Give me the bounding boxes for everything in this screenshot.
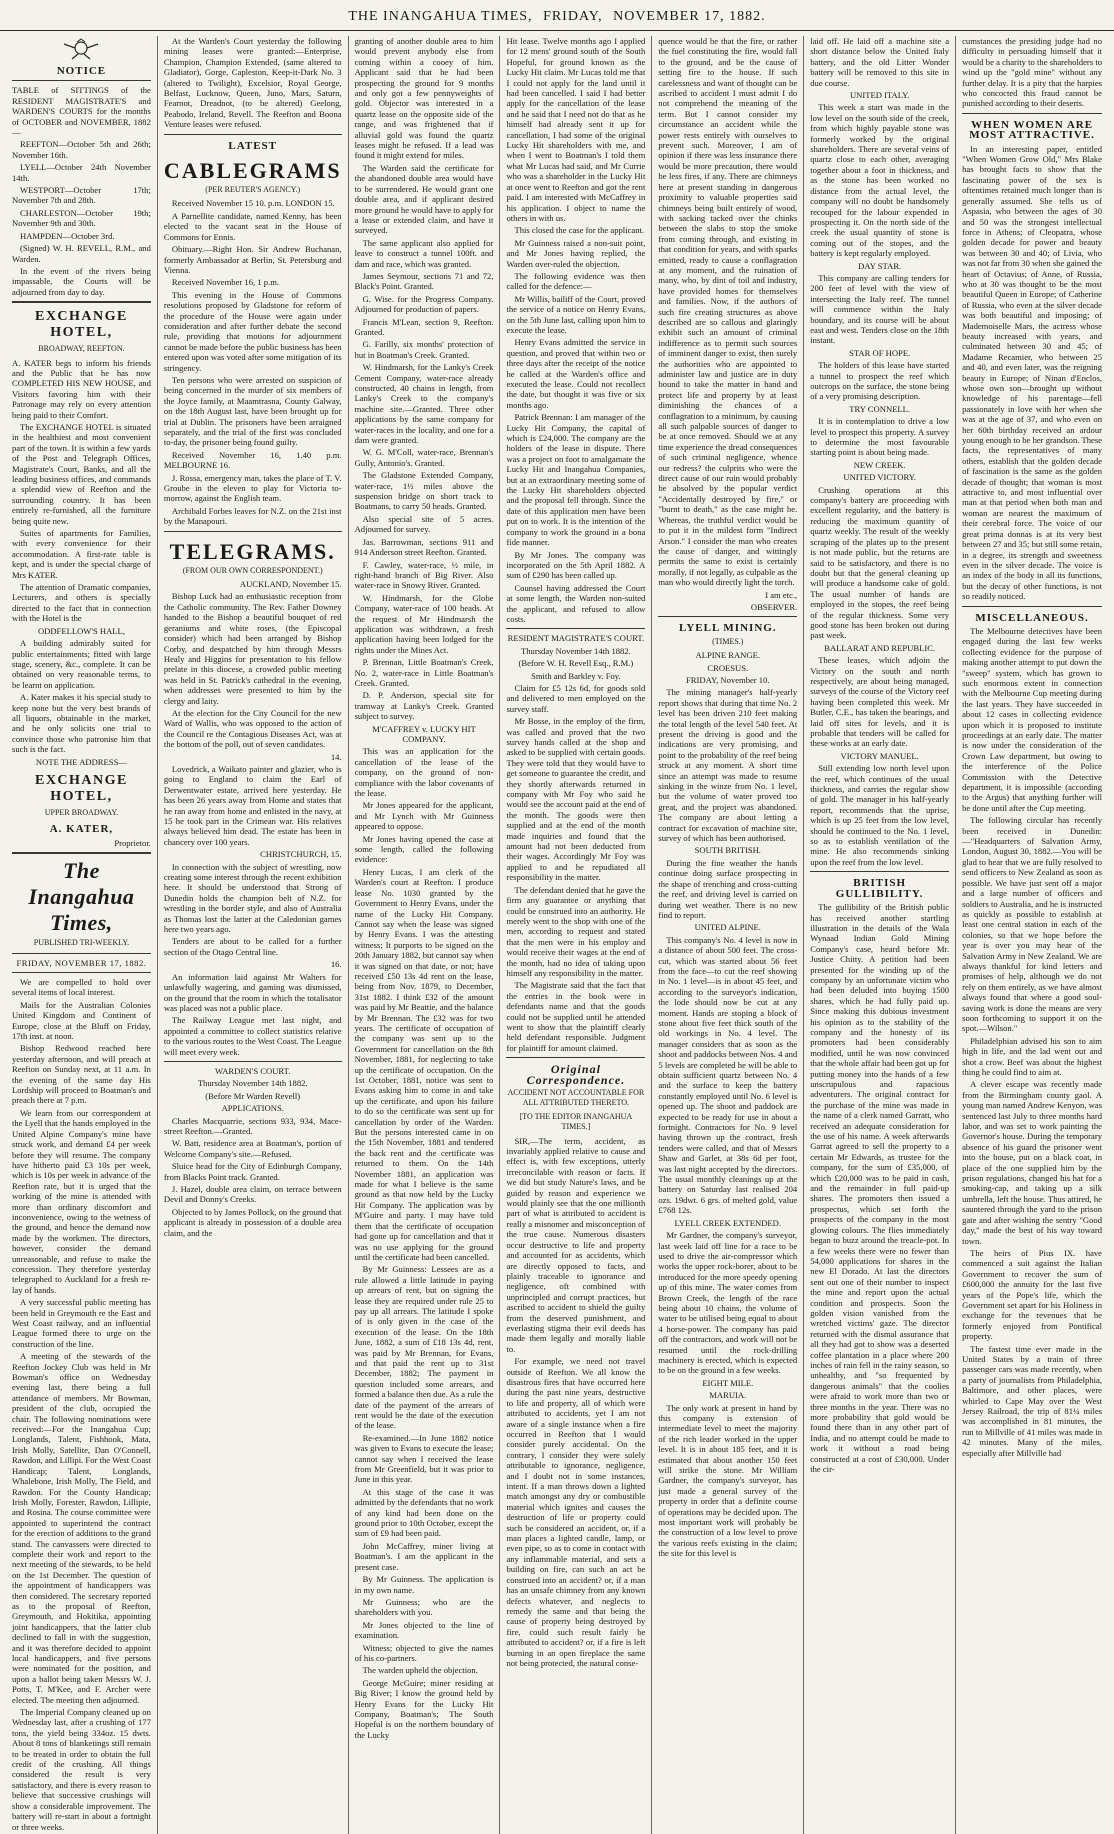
court-paragraph: G. Wise. for the Progress Company. Adjourned for production of papers.	[354, 293, 494, 315]
star-of-hope-heading: STAR OF HOPE.	[849, 347, 911, 358]
court-paragraph: W. G. M'Coll, water-race, Brennan's Gully, Antonio's. Granted.	[354, 447, 494, 468]
cable-paragraph: Ten persons who were arrested on suspicion of being concerned in the murder of six members of the Joyce family, at Maamtrasna, County Galway, on the 18th August last, have been brought up for trial at Dublin. The prisoners have been arraigned separately, and the trial of the first was concluded to-day, the prisoner being found guilty.	[163, 374, 342, 448]
divider	[962, 113, 1102, 114]
telegram-dateline: AUCKLAND, November 15.	[239, 579, 342, 590]
divider	[164, 531, 342, 532]
hotel-heading-2: EXCHANGE HOTEL,	[34, 772, 128, 804]
proprietor-role: Proprietor.	[114, 837, 151, 848]
rm-case-name: Smith and Barkley v. Foy.	[531, 670, 621, 681]
divider	[658, 616, 797, 617]
proprietor-name: A. KATER,	[49, 823, 114, 836]
cablegrams-agency: (PER REUTER'S AGENCY.)	[205, 185, 301, 195]
croesus-date: FRIDAY, November 10.	[686, 674, 770, 685]
news-paragraph: We are compelled to hold over several items of local interest.	[12, 977, 151, 998]
ballarat-heading: BALLARAT AND REPUBLIC.	[824, 642, 936, 653]
united-italy-heading: UNITED ITALY.	[849, 90, 910, 101]
address-note: NOTE THE ADDRESS—	[35, 756, 127, 767]
court-paragraph: John McCaffrey, miner living at Boatman's. I am the applicant in the present case.	[354, 1540, 494, 1572]
telegram-paragraph: Bishop Luck had an enthusiastic reception from the Catholic community. The Rev. Father Downey handed to the Bishop a beautiful bouquet of red geraniums and white roses, (the Episcopal consider) which had been arranged by Bishop Corby, and despatched by him through Messrs Healy and Higgins for presentation to his fellow prelate in this diocese, a crowded public meeting was held in St. Patrick's cathedral in the evening, when addresses were presented to him by the clergy and laity.	[163, 591, 342, 706]
cablegrams-heading: CABLEGRAMS	[163, 158, 342, 184]
hotel-heading: EXCHANGE HOTEL,	[34, 309, 128, 341]
lyell-mining-heading: LYELL MINING.	[679, 622, 777, 635]
court-paragraph: This was an application for the cancellation of the lease of the company, on the ground of non-compliance with the labor covenants of the lease.	[354, 746, 494, 799]
letter-author: OBSERVER.	[750, 601, 798, 612]
court-paragraph: The following evidence was then called for the defence:—	[506, 270, 646, 292]
court-paragraph: George McGuire; miner residing at Big River; I know the ground held by Henry Evans for the Lucky Hit Company, Boatman's; The South Hopeful is on the northern boundary of the Lucky	[354, 1677, 494, 1740]
letter-paragraph: quence would be that the fire, or rather the fuel constituting the fire, would fall to the ground, and be the cause of setting fire to the house. If such carelessness and want of thought can be ascribed to accident I must admit I do not comprehend the meaning of the term. But I cannot consider my circumstance an accident while the power rests entirely with ourselves to prevent such. Moreover, I am of opinion if there was less insurance there would be more precaution, there would be less fires, if any. There are chimneys here at present standing in dangerous proximity to valuable properties said chimneys being built entirely of wood, with sacking tacked over the chinks between the slabs to stop the smoke from coming through, and existing in that condition for years, and with sparks emitted, ready to cause a conflagration at any moment, and the ruination of many, who, by dint of toil and industry, have provided homes for themselves and families. Now, if the authors of such fire creating structures as above described are so callous and glaringly exhibit such an amount of criminal indifference as to permit such sources of imminent danger to exist, then surely the authorities who are appointed to administer law and justice are in duty bound to take the matter in hand and protect life and property by at least diminishing the chances of a conflagration to a minimum, by causing all such palpable sources of danger to be at once removed. Should we at any time experience the dread consequences of such criminal negligence, whence our redress? the culprits who were the direct cause of our ruin would probably be absolved by the popular verdict "Accidentally destroyed by fire," or "burnt to death," as the case might be. Whereas, the truthful verdict would be to put it in the mildest form "Indirect Arson." I consider the man who creates the cause of danger, and wittingly permits the same to exist is certainly morally, if not legally, as culpable as the man who would directly light the torch.	[658, 36, 798, 588]
day-star-heading: DAY STAR.	[858, 260, 902, 271]
letter-signoff: I am etc.,	[765, 589, 798, 600]
telegram-dateline: CHRISTCHURCH, 15.	[260, 849, 342, 860]
latest-heading: LATEST	[228, 139, 278, 152]
column-7	[956, 36, 1108, 1834]
letter-paragraph: SIR,—The term, accident, as invariably applied relative to cause and effect is, with few exceptions, utterly irreconcilable with reason or facts. If we did but study Nature's laws, and be guided by reason and experience we would plainly see that the one millionth part of what is attributed to accident is really a misnomer and misconception of the true cause. Numerous disasters occur destructive to life and property and accounted for as accidents, which are directly opposed to facts, and plainly traceable to ignorance and negligence, oft combined with unprincipled and corrupt practices, but ascribed to accident to shield the guilty from the deserved punishment, and everlasting stigma their evil deeds has made them legally and morally liable to.	[506, 1135, 646, 1354]
cable-paragraph: Archibald Forbes leaves for N.Z. on the 21st inst by the Manapouri.	[163, 505, 342, 527]
south-british-heading: SOUTH BRITISH.	[694, 845, 761, 856]
column-2	[158, 36, 349, 1834]
column-4	[500, 36, 652, 1834]
wardens-court-date: Thursday November 14th 1882.	[197, 1078, 308, 1089]
sitting-charleston: CHARLESTON—October 19th; November 9th and 30th.	[12, 207, 151, 229]
court-paragraph: The Warden said the certificate for the abandoned double area would have to be surrendered. He would grant one double area, and if applicant desired more ground he would have to apply for a lease or extended claim, and have it surveyed.	[354, 162, 494, 236]
telegrams-heading: TELEGRAMS.	[169, 538, 336, 564]
letter-paragraph: For example, we need not travel outside of Reefton. We all know the disastrous fires that have occurred here during the past nine years, destructive to life and property, all of which were attributed to accidents, yet I am not aware of a single instance when a fire occurred in Reefton that I would consider purely accidental. On the contrary, I consider they were solely attributable to ignorance, negligence, and I doubt not in some instances, intent. If a man throws down a lighted match amongst any dry or combustible material which ignites and causes the destruction of life or property could such be considered an accident, or, if a man places a lighted candle, lamp, or even pipe, so as to come in contact with any inflammable material, and sets a building on fire, can such an act be construed into an accident? or, if a man has an unsafe chimney from any known defects whatever, and neglects to remedy the same and that being the cause of property being destroyed by fire, could such result fairly be attributed to accident? or, if a fire is left burning in an open fireplace the same not being protected, the natural conse-	[506, 1356, 646, 1668]
sitting-westport: WESTPORT—October 17th; November 7th and 28th.	[12, 185, 151, 206]
sitting-hampden: HAMPDEN—October 3rd.	[20, 230, 115, 241]
court-paragraph: At this stage of the case it was admitted by the defendants that no work of any kind had been done on the ground prior to 10th October, except the sum of £9 had been paid.	[354, 1486, 494, 1539]
applications-heading: APPLICATIONS.	[221, 1103, 284, 1114]
notice-body: TABLE of SITTINGS of the RESIDENT MAGISTRATE'S and WARDEN'S COURTS for the months of OCTOBER and NOVEMBER, 1882—	[12, 85, 151, 138]
news-paragraph: Mails for the Australian Colonies United Kingdom and Continent of Europe, close at the Bluff on Friday, 17th inst. at noon.	[12, 999, 151, 1042]
court-paragraph: Mr Jones appeared for the applicant, and Mr Lynch with Mr Guinness appeared to oppose.	[354, 800, 494, 832]
divider	[164, 134, 342, 135]
court-paragraph: The defendant denied that he gave the firm any guarantee or anything that could be construed into an authority. He merely went to the shop with one of the men, according to request and stated that the men were in his employ and would receive their wages at the end of the month, had no idea of taking upon himself any responsibility in the matter.	[506, 884, 646, 978]
court-paragraph: The warden upheld the objection.	[362, 1665, 478, 1676]
article-paragraph: In an interesting paper, entitled "When Women Grow Old," Mrs Blake has brought facts to show that the fascinating power of the sex is oftentimes retained much longer than is generally assumed. She tells us of Aspasia, who between the ages of 30 and 50 was the strongest intellectual force in Athens; of Cleopatra, whose golden decade for power and beauty was between 30 and 40; of Livia, who was not far from 30 when she gained the heart of Octavius; of Anne, of Russia, who at 30 was thought to be the most beautiful Queen in Europe; of Catherine of Russia, who even at the silver decade was both beautiful and imposing; of Mademoiselle Mars, the actress whose beauty increased with years, and culminated between 30 and 45; of Madame Recamier, who between 25 and 40, and even later, was the reigning beauty in Europe; of Ninan d'Enclos, whose own son—brought up without knowledge of his parentage—fell passionately in love with her when she was at the age of 37, and who even on her 60th birthday received an ardour young enough to be her grandson. These facts, the representatives of many others, establish that the golden decade of fascination is the same as the golden decade of thought; that woman is most attractive to, and most influential over man at that period when both man and woman are nearest the maximum of their cerebral force. The voice of our great prima donnas is at its very best between 27 and 35; but still some retain, in a degree, its strength and sweetness even in the silver decade. The voice is an index of the body in all its functions, but the decay of other functions, is not so readily noticed.	[962, 143, 1102, 602]
divider	[12, 80, 151, 81]
rm-court-heading: RESIDENT MAGISTRATE'S COURT.	[507, 633, 645, 644]
hotel-paragraph: The attention of Dramatic companies, Lecturers, and others is specially directed to the fact that in connection with the Hotel is the	[12, 582, 151, 624]
cable-paragraph: Obituary.—Right Hon. Sir Andrew Buchanan, formerly Ambassador at Berlin, St. Petersburg and Vienna.	[163, 244, 342, 275]
notice-signed: (Signed) W. H. REVELL, R.M., and Warden.	[12, 243, 151, 264]
mining-paragraph: During the fine weather the hands continue doing surface prospecting in the shape of trenching and cross-cutting the reef, and driving level is carried on during wet weather. There is no new find to report.	[658, 857, 798, 920]
court-paragraph: Also special site of 5 acres. Adjourned for survey.	[354, 513, 494, 535]
sitting-lyell: LYELL—October 24th November 14th.	[12, 162, 151, 183]
alpine-range-heading: ALPINE RANGE.	[695, 650, 760, 661]
court-paragraph: Francis M'Lean, section 9, Reefton. Granted.	[354, 316, 494, 337]
sitting-reefton: REEFTON—October 5th and 26th; November 16th.	[12, 139, 151, 160]
running-header	[0, 4, 1114, 31]
correspondence-subheading: ACCIDENT NOT ACCOUNTABLE FOR ALL ATTRIBUTED THERETO.	[507, 1088, 645, 1108]
court-paragraph: Hit lease. Twelve months ago I applied for 12 mens' ground south of the South Hopeful, for ground known as the Lucky Hit claim. Mr Lucas told me that I could not apply for the land until it had been cancelled. I said I had better apply for the cancellation of the lease and he said that I need not do that as he himself had already sent it up for cancellation, I had some of the original Lucky Hit shareholders with me, and when I went to Boatman's I told them what Mr Lucas had said, and Mr Currie who was a shareholder in the Lucky Hit at once went to Reefton and got the rent paid. I am interested with McCaffrey in his application. I object to name the others in with us.	[506, 36, 646, 223]
court-paragraph: By Mr Guinness. The application is in my own name.	[354, 1574, 494, 1595]
misc-paragraph: A clever escape was recently made from the Birmingham county gaol. A young man named Andrew Kenyon, was sentenced last July to three months hard labor, and was set to work painting the Governor's house. During the temporary absence of his guard the prisoner went into the house, put on a black coat, in place of the one supplied him by the prison regulations, changed his hat for a smoking-cap, and taking up a silk umbrella, left the house. Thus attired, he sauntered through the yard to the prison gate and after wishing the sentry "Good day," made the best of his way toward town.	[962, 1079, 1102, 1246]
misc-paragraph: Philadelphian advised his son to aim high in life, and the lad went out and shot a crow. Beef was about the highest thing he could find to aim at.	[962, 1035, 1102, 1077]
telegram-paragraph: At the election for the City Council for the new Ward of Wallis, who was opposed to the action of the Council re the Contagious Diseases Act, was at the bottom of the poll, out of seven candidates.	[163, 707, 342, 750]
column-1	[6, 36, 158, 1834]
hotel-subheading: BROADWAY, REEFTON.	[38, 344, 125, 354]
mining-paragraph: This company's No. 4 level is now in a distance of about 500 feet. The cross-cut, which was started about 56 feet from the face—to cut the reef showing in No. 1 level—is in about 45 feet, and according to the surveyor's indication, the lode should now be cut at any moment. Hands are stoping a block of stone about five feet thick south of the old workings in No. 4 level. The manager considers that as soon as the shoot and paddocks between Nos. 4 and 5 levels are completed he will be able to obtain sufficient quartz between No. 4 and the surface to keep the battery constantly employed until No. 6 level is opened up. The shoot and paddock are expected to be ready for use in about a fortnight. Contractors for No. 9 level having thrown up the contract, fresh tenders were called, and that of Messrs Shaw and Garlet, at 38s 6d per foot, was last night accepted by the directors. The usual monthly cleanings up at the battery on Saturday last realised 204 ozs. 19dwt. 6 grs. of melted gold, value £768 12s.	[658, 934, 798, 1216]
court-paragraph: By Mr Jones. The company was incorporated on the 5th April 1882. A sum of £290 has been called up.	[506, 549, 646, 581]
united-victory-heading: UNITED VICTORY.	[843, 472, 916, 483]
court-paragraph: The Magistrate said that the fact that the entries in the book were in defendants name and that the goods could not be supplied until he attended went to show that the plaintiff clearly held defendant responsible. Judgment for plaintiff for amount claimed.	[506, 980, 646, 1053]
rm-court-date: Thursday November 14th 1882.	[521, 645, 631, 656]
lyell-creek-heading: LYELL CREEK EXTENDED.	[674, 1217, 782, 1228]
telegram-dateline: 16.	[330, 959, 342, 970]
hotel-paragraph: A building admirably suited for public entertainments; fitted with large stage, scenery, &c., complete. It can be obtained on very reasonable terms, to be learnt on application.	[12, 638, 151, 690]
royal-crest-icon	[58, 38, 104, 60]
croesus-heading: CROESUS.	[707, 662, 749, 673]
maruia-heading: MARUIA.	[709, 1390, 747, 1401]
divider	[12, 972, 151, 973]
telegram-paragraph: The Railway League met last night, and appointed a committee to collect statistics relative to the various routes to the West Coast. The League will meet every week.	[163, 1015, 342, 1057]
court-paragraph: D. P. Anderson, special site for tramway at Lanky's Creek. Granted subject to survey.	[354, 690, 494, 722]
article-paragraph: cumstances the presiding judge had no difficulty in persuading himself that it would be a charity to the shareholders to wind up the "gold mine" without any further delay. It is a pity that the harpies who concocted this fraud cannot be punished according to their deserts.	[962, 36, 1102, 109]
court-paragraph: P. Brennan, Little Boatman's Creek, No. 2, water-race in Little Boatman's Creek. Granted.	[354, 657, 494, 688]
news-paragraph: A meeting of the stewards of the Reefton Jockey Club was held in Mr Bowman's office on Wednesday evening last, there being a full attendance of members. Mr Bowman, president of the club, occupied the chair. The following nominations were received:—For the Inangahua Cup; Longlands, Talent, Fishhook, Mata, Irish Molly, Satellite, Dan O'Connell, Rawdon, and Lillipi. For the West Coast Handicap; Talent, Longlands, Whalebone, Irish Molly, The Field, and Rawdon. For the County Handicap; Irish Molly, Forester, Rawdon, Lillipie, and Rosina. The course committee were appointed to superintend the contract for the erection of additions to the grand stand. The canvassers were directed to complete their work and report to the next meeting of the stewards, to be held on the 1st December. The question of the appointment of handicappers was then considered. The secretary reported as to the proposal of Reefton, Greymouth, and Hokitika, appointing joint handicappers, that the latter club declined to fall in with the suggestion, and it was therefore decided to appoint local handicappers, and five persons were nominated for the position, and upon a ballot being taken Messrs W. J. Potts, T. M'Kee, and F. Archer were elected. The meeting then adjourned.	[12, 1351, 151, 1705]
running-header-title: THE INANGAHUA TIMES,	[348, 9, 533, 24]
misc-paragraph: The Melbourne detectives have been engaged during the last few weeks collecting evidence for the purpose of making another attempt to put down the "sweep" system, which has grown to such enormous extent in connection with the Melbourne Cup meeting during the last years. They have succeeded in about 12 cases in collecting evidence upon which it is proposed to institute proceedings at an early date. The matter is now under the consideration of the Crown Law department, but owing to the interference of the Police Commission with the Detective department, it is impossible (according to the Argus) that anything further will be done until after the Cup meeting.	[962, 625, 1102, 813]
new-creek-heading: NEW CREEK.	[853, 459, 906, 470]
court-paragraph: Counsel having addressed the Court at some length, the Warden non-suited the applicant, and refused to allow costs.	[506, 582, 646, 624]
paper-title: The Inangahua Times,	[28, 858, 135, 936]
column-grid	[6, 36, 1108, 1832]
mining-paragraph: The holders of this lease have started a tunnel to prospect the reef which outcrops on the surface, the stone being of a very promising description.	[810, 360, 950, 402]
court-paragraph: Charles Macquarrie, sections 933, 934, Mace-street Reefton.—Granted.	[163, 1115, 342, 1136]
court-paragraph: G. Farilly, six months' protection of hut in Boatman's Creek. Granted.	[354, 339, 494, 360]
wardens-court-heading: WARDEN'S COURT.	[215, 1065, 291, 1076]
hotel-paragraph: Suites of apartments for Families, with every convenience for their accommodation. A first-rate table is kept, and is under the special charge of Mrs KATER.	[12, 528, 151, 580]
court-paragraph: F. Cawley, water-race, ½ mile, in right-hand branch of Big River. Also water-race in Snowy River. Granted.	[354, 559, 494, 591]
hall-name: ODDFELLOW'S HALL,	[37, 625, 125, 636]
mining-paragraph: This company are calling tenders for 200 feet of level with the view of intersecting the Italy reef. The tunnel will commence within the Italy boundary, and its course will be about east and west. Tenders close on the 18th instant.	[810, 272, 950, 346]
hotel-paragraph: The EXCHANGE HOTEL is situated in the healthiest and most convenient part of the town. It is within a few yards of the Post and Telegraph Offices, Magistrate's Court, Banks, and all the leading business offices, and commands a splendid view of Reefton and the surrounding country. It has been entirely re-furnished, all the furniture being quite new.	[12, 421, 151, 526]
divider	[506, 628, 645, 629]
gullibility-heading: BRITISH GULLIBILITY.	[835, 877, 924, 900]
court-paragraph: Jas. Barrowman, sections 911 and 914 Anderson street Reefton. Granted.	[354, 536, 494, 558]
court-paragraph: The Gladstone Extended Company, water-race, 1½ miles above the suspension bridge on short track to Boatmans, to carry 50 heads. Granted.	[354, 470, 494, 512]
mining-paragraph: Crushing operations at this company's battery are proceeding with excellent regularity, and the battery is reducing the maximum quantity of quartz weekly. The result of the weekly scraping of the plates up to the present is not made public, but the returns are said to be satisfactory, and there is no doubt but that the general cleaning up will produce a handsome cake of gold. The usual number of hands are employed in the stopes, the reef being of the regular thickness. Some very good stone has been broken out during past week.	[810, 484, 950, 641]
court-paragraph: Patrick Brennan: I am manager of the Lucky Hit Company, the capital of which is £24,000. The company are the holders of the lease in dispute. There was a project on foot to amalgamate the Lucky Hit and Inangahua Companies, but at an extraordinary meeting some of the Lucky Hit shareholders objected and the proposal fell through. Since the date of this application men have been put on to work. It is the intention of the company to work the ground in a bona fide manner.	[506, 412, 646, 548]
cable-paragraph: Received November 15 10. p.m. LONDON 15.	[171, 198, 335, 209]
divider	[962, 606, 1102, 607]
column-6	[804, 36, 956, 1834]
hotel-paragraph: A. Kater makes it his special study to keep none but the very best brands of all liquors, obtainable in the market, and he only solicits one trial to convince those who patronise him that such is the fact.	[12, 692, 151, 755]
court-paragraph: Mr Jones having opened the case at some length, called the following evidence:	[354, 833, 494, 865]
divider	[12, 953, 151, 954]
court-paragraph: By Mr Guinness: Lessees are as a rule allowed a little latitude in paying up arrears of rent, but on signing the lease they are required under rule 25 to pay up all arrears. The latitude I spoke of is only given in the case of the execution of the lease. On the 18th June, 1882, a sum of £18 13s 4d, rent, was paid by Mr Brennan, for Evans, and that paid the rent up to 31st December, 1882; The payment in question included some arrears, and formed a balance then due. As a rule the date of the payment of the arrears of rent would be the date of the execution of the lease.	[354, 1264, 494, 1431]
news-paragraph: The Imperial Company cleaned up on Wednesday last, after a crushing of 177 tons, the yield being 334oz. 15 dwts. About 8 tons of blanketings still remain to be treated in order to obtain the full credit of the crushing. All things considered the result is very satisfactory, and there is every reason to believe that successive crushings will show a considerable improvement. The battery will re-start in about a fortnight or three weeks.	[12, 1707, 151, 1832]
mining-paragraph: These leases, which adjoin the Victory on the south and north respectively, are about being managed, surveys of the course of the Victory reef having been completed this week. Mr Butler, C.E., has taken the bearings, and laid off sites for levels, and it is probable that tenders will be called for these works at an early date.	[810, 655, 950, 749]
notice-rivers: In the event of the rivers being impassable, the Courts will be adjourned from day to day.	[12, 265, 151, 297]
divider	[12, 301, 151, 303]
hotel-subheading-2: UPPER BROADWAY.	[44, 807, 119, 817]
rm-court-before: (Before W. H. Revell Esq., R.M.)	[518, 658, 634, 669]
divider	[506, 1057, 645, 1058]
mining-paragraph: laid off. He laid off a machine site a short distance below the United Italy battery, and the old Litter Wonder battery will be removed to this site in due course.	[810, 36, 950, 88]
column-3	[349, 36, 501, 1834]
court-paragraph: W. Batt, residence area at Boatman's, portion of Welcome Company's site.—Refused.	[163, 1138, 342, 1159]
mining-paragraph: This week a start was made in the low level on the south side of the creek, from which highly payable stone was formerly worked by the original shareholders. There are several veins of quartz close to each other, averaging together about a foot in thickness, and as the stone has been worked no distance from the actual level, the company will no doubt be handsomely recouped for the labour expended in prospecting it. On the north side of the creek the usual quantity of stone is coming out of the stopes, and the battery is kept regularly employed.	[810, 102, 950, 259]
court-paragraph: James Seymour, sections 71 and 72, Black's Point. Granted.	[354, 270, 494, 292]
victory-manuel-heading: VICTORY MANUEL.	[840, 750, 919, 761]
telegram-paragraph: In connection with the subject of wrestling, now creating some interest through the recent exhibition here. It should be understood that Strong of Dunedin holds the champion belt of N.Z. for wrestling in the border style, and also of Australia as Thomas lost the latter at the Caledonian games here two years ago.	[163, 861, 342, 935]
miscellaneous-heading: MISCELLANEOUS.	[975, 611, 1089, 624]
court-paragraph: This closed the case for the applicant.	[514, 225, 645, 236]
court-paragraph: Mr Bosse, in the employ of the firm, was called and proved that the two survey hands called at the shop and asked to be supplied with certain goods. They were told that they would have to get someone to guarantee the credit, and they shortly afterwards returned in company with Mr Foy who said he would see the account paid at the end of the month. The goods were then supplied and at the end of the month made inquiries and found that the amount had not been deducted from their wages. Accordingly Mr Foy was applied to and he repudiated all responsibility in the matter.	[506, 716, 646, 883]
telegram-dateline: 14.	[330, 751, 342, 762]
telegram-paragraph: Lovedrick, a Waikato painter and glazier, who is going to England to claim the Earl of Derwentwater estate, arrived here yesterday. He has been 26 years away from Home and states that he ran away from home and enlisted in the navy, at 15 he took part in the Crimean war. His relatives always believed him dead. The estate has been in chancery over 100 years.	[163, 763, 342, 847]
court-paragraph: granting of another double area to him would prevent anybody else from coming within a cooey of him. Applicant said that he had been prospecting the ground for 9 months and only got a few pennyweights of gold. Objector was interested in a quartz lease on the opposite side of the range, and was frightened that if alluvial gold was found the quartz leases might be refused. If a lead was found it might extend for miles.	[354, 36, 494, 161]
telegram-paragraph: An information laid against Mr Walters for unlawfully wagering, and gaming was dismissed, on the ground that the room in which the totalisator was placed was not a public place.	[163, 971, 342, 1013]
misc-paragraph: The fastest time ever made in the United States by a train of three passenger cars was made recently, when a party of journalists from Philadelphia, Baltimore, and other places, were whirled to Cape May over the West Jersey Railroad, the trip of 81¼ miles was accomplished in 81 minutes, the run to Millville of 41 miles was made in 42 minutes. Many of the miles, especially after Millville had	[962, 1343, 1102, 1458]
correspondence-to: [TO THE EDITOR INANGAHUA TIMES.]	[519, 1111, 633, 1132]
court-paragraph: Henry Evans admitted the service in question, and proved that within two or three days after the receipt of the notice he called at the Warden's office and executed the lease. Could not recollect the date, but thought it was five or six months ago.	[506, 337, 646, 410]
court-paragraph: Witness; objected to give the names of his co-partners.	[354, 1642, 494, 1663]
court-paragraph: Objected to by James Pollock, on the ground that applicant is already in possession of a double area claim, and the	[163, 1206, 342, 1238]
misc-paragraph: The following circular has recently been received in Dunedin:—"Headquarters of Salvation Army, London, August 30, 1882.—You will be glad to hear that we are fully resolved to send officers to New Zealand as soon as possible. We have just sent off a major and a large number of officers and soldiers to Australia, and he is instructed as quickly as possible to establish at least one central station in each of the colonies, so that we hope before the year is over you may hear of the Salvation Army in New Zealand. We are always thankful for kind letters and promises of help, although we do not rely on them entirely, as we have almost always found that where a good soul-saving work is done the means are very soon forthcoming to support it on the spot.—Wilson."	[962, 815, 1102, 1034]
column-5	[652, 36, 804, 1834]
hotel-paragraph: A. KATER begs to inform his friends and the Public that he has now COMPLETED HIS NEW HOUSE, and Visitors favoring him with their Patronage may rely on every attention being paid to their Comfort.	[12, 357, 151, 420]
news-paragraph: We learn from our correspondent at the Lyell that the hands employed in the United Alpine Company's mine have struck work, and demand £4 per week before they will resume. The company have hitherto paid £3 10s per week, which is 10s per week in advance of the Reefton rate, but it is urged that the working of the mine is attended with more than ordinary discomfort and inconvenience, owing to the wetness of the ground, and hence the demand now made by the workmen. The directors, however, consider the demand unreasonable, and refuse to make the concession. They therefore yesterday telegraphed to Auckland for a fresh re-lay of hands.	[12, 1107, 151, 1295]
court-paragraph: W. Hindmarsh, for the Globe Company, water-race of 100 heads. At the request of Mr Hindmarsh the application was withdrawn, a fresh application having been lodged for the rights under the Mines Act.	[354, 592, 494, 655]
divider	[810, 871, 949, 872]
lyell-mining-source: (TIMES.)	[712, 636, 744, 646]
published-frequency: PUBLISHED TRI-WEEKLY.	[33, 938, 130, 948]
misc-paragraph: The heirs of Pius IX. have commenced a suit against the Italian Government to recover the sum of £600,000 the annuity for the last five years of the Pope's life, which the Government set apart for his Holiness in exchange for the revenues that he formerly enjoyed from Pontifical property.	[962, 1247, 1102, 1342]
article-paragraph: The gullibility of the British public has received another startling illustration in the details of the Wala Wynaad Indian Gold Mining Company's case, heard before Mr. Justice Chitty. A petition had been presented for the winding up of the company by an unfortunate victim who had been deluded into buying 1500 shares, which he had fully paid up. Since making this dubious investment his opinion as to the stability of the company and the honesty of its promoters had been considerably modified, until he was now convinced that the whole affair had been got up for putting money into the hands of a few unscrupulous and rapacious adventurers. The original contract for the purchase of the mine was made in the name of a clerk named Garratt, who received an adequate consideration for the use of his name. A week afterwards Garrat agreed to sell the property to a certain Mr Edwards, as trustee for the company, for the sum of £35,000, of which £20,000 was to be paid in cash, and the remainder in full paid-up shares. The promoters then issued a prospectus, which set forth the prospects of the company in the most glowing colours. The flies immediately began to buzz around the treacle-pot. In a few weeks there were no fewer than 54,000 applications for shares in the new El Dorado. At last the directors sent out one of their number to inspect the mine and report upon the actual condition and prospects. Soon the golden vision vanished from the wretched victims' gaze. The director returned with the dismal assurance that all they had got to show was a deserted coffee plantation in a place where 200 inches of rain fell in the rainy season, so unhealthy, and "so frequented by dangerous animals" that the coolies were afraid to work more than two or three months in the year. There was no more probability that gold would be found there than in any other part of India, and no attempt could be made to work it without a road being constructed at a cost of £30,000. Under the cir-	[810, 902, 950, 1475]
court-paragraph: Claim for £5 12s 6d, for goods sold and delivered to men employed on the survey staff.	[506, 682, 646, 714]
court-paragraph: Mr Willis, bailiff of the Court, proved the service of a notice on Henry Evans, on the 5th June last, calling upon him to execute the lease.	[506, 293, 646, 335]
mining-paragraph: The only work at present in hand by this company is extension of intermediate level to meet the majority of the rich leader worked in the upper level. It is in about 185 feet, and it is estimated that about another 150 feet will strike the stone. Mr William Gardner, the company's surveyor, has just made a general survey of the property in order that a definite course of operations may be decided upon. The most important work will probably be the construction of a low level to prove the various reefs existing in the claim; the site for this level is	[658, 1402, 798, 1559]
court-paragraph: Re-examined.—In June 1882 notice was given to Evans to execute the lease; cannot say when I received the lease from Mr Greenfield, but it was prior to June in this year.	[354, 1432, 494, 1485]
paper-dateline: FRIDAY, NOVEMBER 17, 1882.	[16, 957, 147, 968]
women-heading: WHEN WOMEN ARE MOST ATTRACTIVE.	[969, 118, 1095, 142]
running-header-date: NOVEMBER 17, 1882.	[613, 9, 766, 24]
cable-paragraph: This evening in the House of Commons resolutions proposed by Gladstone for reform of the procedure of the House were again under consideration and after further debate the second rule, providing that motions for adjournment cannot be made before the public business has been entered upon was voted after some mitigation of its stringency.	[163, 289, 342, 373]
court-paragraph: J. Hazel, double area claim, on terrace between Devil and Donny's Creeks.	[163, 1184, 342, 1205]
notice-heading: NOTICE	[56, 65, 107, 77]
mining-paragraph: Mr Gardner, the company's surveyor, last week laid off line for a race to be used to drive the air-compressor which works the upper rock-borer, about to be introduced for the more speedy opening up of this mine. The water comes from Brown Creek, the length of the race being about 10 chains, the volume of water to be utilised being equal to about 4 horse-power. The company has paid off the contractors, and work will not be resumed until the rock-drilling machinery is erected, which is expected to be on the ground in a few weeks.	[658, 1230, 798, 1376]
try-connell-heading: TRY CONNELL.	[849, 403, 911, 414]
court-paragraph: Henry Lucas, I am clerk of the Warden's court at Reefton. I produce lease No. 1030 granted by the Government to Henry Evans, under the name of the Lucky Hit Company. Cannot say when the lease was signed by Henry Evans. I was the attesting witness; It purports to be signed on the 20th January 1882, but cannot say when it was signed on that date, or not; have received £50 13s 4d rent on the lease, being from Nov. 1879, to December, 31st 1882. I think £32 of the amount was paid by Mr Beattie, and the balance by Mr Brennan. The £32 was for two years. The certificate of occupation of the company was sent up to the Government for cancellation on the 8th November, 1881, for neglecting to take up the certificate of occupation. On the 1st October, 1881, notice was sent to Evans asking him to come in and take up the certificate, and upon his failure to do so the certificate was sent up for cancellation by order of the Warden. But the persons interested came in on the 15th November, 1881 and tendered the back rent and the certificate was returned to them. On the 14th November 1881, an application was made for what I believe is the same ground as that now held by the Lucky Hit Company. The application was by M'Guire and party. I may have told them that the certificate of occupation had gone up for cancellation and that it was no use applying for the ground until the certificate had been cancelled.	[354, 866, 494, 1262]
wardens-leases-paragraph: At the Warden's Court yesterday the following mining leases were granted:—Enterprise, Champion, Champion Extended, (same altered to Gladiator), Gorge, Capleston, Keep-it-Dark No. 3 (altered to Twilight), Excelsior, Royal George, Belfast, Lucknow, Queen, Juno, Mars, Saturn, Fearnot, Dreadnot, (to be altered) Geelong, Peabodo, Ireland, Revell. The Reefton and Boona Venture leases were refused.	[163, 36, 342, 130]
court-paragraph: Mr Jones objected to the line of examination.	[354, 1619, 494, 1641]
divider	[12, 852, 151, 854]
news-paragraph: A very successful public meeting has been held in Greymouth re the East and West Coast railway, and an influential League formed there to urge on the construction of the line.	[12, 1297, 151, 1349]
court-paragraph: Mr Guinness raised a non-suit point, and Mr Jones having replied, the Warden over-ruled the objection.	[506, 237, 646, 269]
mining-paragraph: Still extending low north level upon the reef, which continues of the usual thickness, and carries the regular show of gold. The manager in his half-yearly report, recommends that the uprise, which is up 25 feet from the low level, should be continued to the No. 1 level, so as to establish ventilation of the mine. He also recommends sinking upon the reef from the low level.	[810, 763, 950, 867]
mining-paragraph: The mining manager's half-yearly report shows that during that time No. 2 level has been driven 210 feet making the total length of the level 540 feet. At present the driving is good and the indications are very promising, and point to the probability of the reef being struck at any moment. A short time since an attempt was made to resume sinking in the winze from No. 1 level, but the volume of water proved too great, and the project was abandoned. The company are about letting a contract for excavation of machine site, survey of which has been authorised.	[658, 687, 798, 844]
court-paragraph: The same applicant also applied for leave to construct a tunnel 100ft. and dam and race, which was granted.	[354, 237, 494, 269]
divider	[164, 1061, 342, 1062]
cable-paragraph: Received November 16, 1 p.m.	[171, 277, 280, 288]
mining-paragraph: It is in contemplation to drive a low level to prospect this property. A survey to determine the most favourable starting point is about being made.	[810, 416, 950, 458]
telegram-paragraph: Tenders are about to be called for a further section of the Otago Central line.	[163, 936, 342, 957]
cable-paragraph: J. Rossa, emergency man, takes the place of T. V. Groube in the eleven to play for Victoria to-morrow, against the English team.	[163, 472, 342, 504]
running-header-day: FRIDAY,	[543, 9, 603, 24]
telegrams-subheading: (FROM OUR OWN CORRESPONDENT.)	[182, 565, 323, 575]
court-paragraph: Mr Guinness; who are the shareholders with you.	[354, 1596, 494, 1618]
cable-paragraph: A Parnellite candidate, named Kenny, has been elected to the vacant seat in the House of Commons for Ennis.	[163, 210, 342, 242]
correspondence-heading: Original Correspondence.	[526, 1062, 626, 1087]
cable-paragraph: Received November 16, 1.40 p.m. MELBOURNE 16.	[163, 449, 342, 471]
wardens-court-before: (Before Mr Warden Revell)	[205, 1090, 301, 1101]
court-paragraph: W. Hindmarsh, for the Lanky's Creek Cement Company, water-race already constructed, 40 chains in length, from Lanky's Creek to the company's machine site.—Granted. Three other applications by the same company for water-races in the locality, and one for a dam were granted.	[354, 362, 494, 446]
court-paragraph: Sluice head for the City of Edinburgh Company, from Blacks Point track. Granted.	[163, 1161, 342, 1182]
case-heading: M'CAFFREY v. LUCKY HIT COMPANY.	[372, 723, 476, 744]
united-alpine-heading: UNITED ALPINE.	[694, 922, 761, 933]
eight-mile-heading: EIGHT MILE.	[702, 1377, 754, 1388]
news-paragraph: Bishop Redwood reached here yesterday afternoon, and will preach at Reefton on Sunday next, at 11 a.m. In the evening of the same day His Lordship will proceed to Boatman's and preach there at 7 p.m.	[12, 1043, 151, 1106]
